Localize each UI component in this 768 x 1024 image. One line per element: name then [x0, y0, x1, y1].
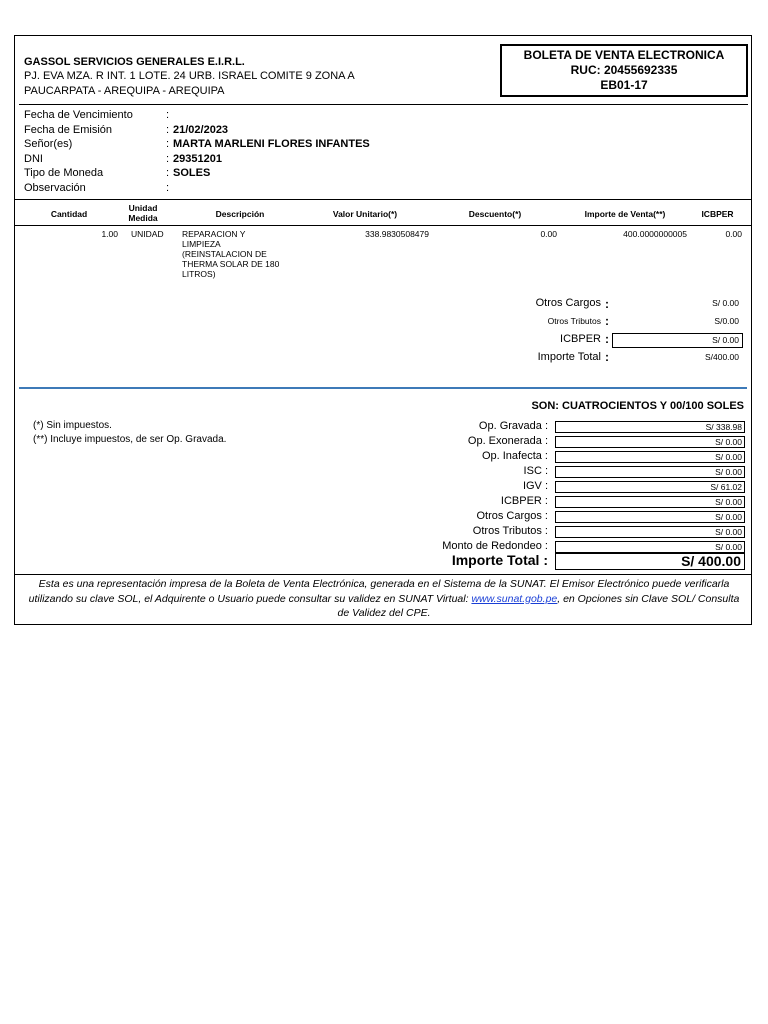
importe-total-value: S/400.00	[704, 352, 739, 362]
icbper-label: ICBPER	[560, 333, 601, 345]
info-separator: :	[166, 167, 170, 179]
summary-label: Otros Cargos :	[476, 510, 548, 522]
issuer-address-line1: PJ. EVA MZA. R INT. 1 LOTE. 24 URB. ISRAEL COMITE 9 ZONA A	[24, 70, 355, 82]
colon: :	[605, 314, 609, 328]
col-header-cantidad: Cantidad	[50, 209, 88, 219]
col-header-importe: Importe de Venta(**)	[584, 209, 666, 219]
summary-label: Op. Gravada :	[478, 420, 548, 432]
table-top-border	[15, 199, 751, 200]
op-exonerada-value: S/ 0.00	[555, 436, 745, 448]
footer-text: Esta es una representación impresa de la Boleta de Venta Electrónica, generada en el Sistema de la SUNAT. El Emisor Electrónico puede verificarla utilizando su clave SOL, el Adquirente o Usuario puede consultar su validez en SUNAT Virtual:	[28, 578, 730, 605]
footer-text-end: , en Opciones sin Clave SOL/ Consulta de Validez del CPE.	[337, 592, 740, 619]
issuer-address-line2: PAUCARPATA - AREQUIPA - AREQUIPA	[24, 85, 225, 97]
summary-label: Op. Inafecta :	[481, 450, 548, 462]
info-label: Fecha de Vencimiento	[24, 109, 133, 121]
importe-total-label: Importe Total	[537, 351, 601, 363]
section-divider	[19, 387, 747, 389]
otros-cargos-summary-value: S/ 0.00	[555, 511, 745, 523]
issue-date: 21/02/2023	[173, 123, 229, 136]
summary-label: ISC :	[523, 465, 548, 477]
col-header-valor-unitario: Valor Unitario(*)	[332, 209, 398, 219]
cell-descripcion: REPARACION Y LIMPIEZA (REINSTALACION DE THERMA SOLAR DE 180 LITROS)	[182, 229, 280, 279]
icbper-summary-value: S/ 0.00	[555, 496, 745, 508]
col-header-unidad: Unidad Medida	[128, 203, 158, 223]
info-label: Tipo de Moneda	[24, 167, 104, 179]
igv-value: S/ 61.02	[555, 481, 745, 493]
note: (*) Sin impuestos.	[33, 420, 112, 431]
invoice-document	[14, 35, 752, 625]
info-separator: :	[166, 123, 170, 136]
document-id-box	[500, 44, 748, 97]
colon: :	[605, 297, 609, 311]
info-label: Observación	[24, 181, 86, 194]
cell-cantidad: 1.00	[101, 229, 118, 239]
legal-footer	[23, 577, 745, 621]
otros-tributos-summary-value: S/ 0.00	[555, 526, 745, 538]
document-ruc: RUC: 20455692335	[570, 63, 678, 77]
importe-total-final-label: Importe Total :	[451, 552, 548, 568]
col-header-icbper: ICBPER	[701, 209, 734, 219]
info-separator: :	[166, 152, 170, 165]
footer-divider	[15, 574, 751, 575]
otros-tributos-value: S/0.00	[714, 316, 739, 326]
otros-cargos-value: S/ 0.00	[712, 298, 739, 308]
summary-label: Op. Exonerada :	[467, 435, 548, 447]
col-header-descuento: Descuento(*)	[468, 209, 522, 219]
summary-label: IGV :	[522, 480, 548, 492]
info-label: Fecha de Emisión	[24, 123, 113, 136]
customer-dni: 29351201	[173, 152, 222, 165]
col-header-descripcion: Descripción	[215, 209, 265, 219]
cell-valor-unitario: 338.9830508479	[365, 229, 429, 239]
info-label: DNI	[24, 152, 43, 165]
cell-descuento: 0.00	[540, 229, 557, 239]
op-gravada-value: S/ 338.98	[555, 421, 745, 433]
info-separator: :	[166, 109, 170, 121]
currency: SOLES	[173, 167, 211, 179]
summary-label: Otros Tributos :	[472, 525, 548, 537]
table-header-divider	[15, 225, 751, 226]
amount-in-words: SON: CUATROCIENTOS Y 00/100 SOLES	[531, 400, 744, 412]
colon: :	[605, 332, 609, 346]
header-divider	[19, 104, 748, 105]
summary-label: Monto de Redondeo :	[442, 540, 548, 552]
cell-importe: 400.0000000005	[623, 229, 687, 239]
otros-tributos-label: Otros Tributos	[547, 316, 601, 326]
document-title: BOLETA DE VENTA ELECTRONICA	[523, 48, 725, 62]
sunat-link[interactable]: www.sunat.gob.pe	[471, 592, 558, 605]
op-inafecta-value: S/ 0.00	[555, 451, 745, 463]
summary-label: ICBPER :	[500, 495, 548, 507]
isc-value: S/ 0.00	[555, 466, 745, 478]
cell-icbper: 0.00	[725, 229, 742, 239]
info-label: Señor(es)	[24, 138, 73, 150]
colon: :	[605, 350, 609, 364]
info-separator: :	[166, 138, 170, 150]
icbper-value: S/ 0.00	[712, 335, 739, 345]
monto-redondeo-value: S/ 0.00	[555, 541, 745, 553]
document-number: EB01-17	[600, 78, 648, 92]
customer-name: MARTA MARLENI FLORES INFANTES	[173, 138, 370, 150]
otros-cargos-label: Otros Cargos	[535, 297, 601, 309]
info-separator: :	[166, 181, 170, 194]
importe-total-final-value: S/ 400.00	[555, 553, 745, 570]
issuer-name: GASSOL SERVICIOS GENERALES E.I.R.L.	[24, 56, 245, 68]
cell-unidad: UNIDAD	[131, 229, 164, 239]
note: (**) Incluye impuestos, de ser Op. Gravada.	[33, 434, 227, 445]
